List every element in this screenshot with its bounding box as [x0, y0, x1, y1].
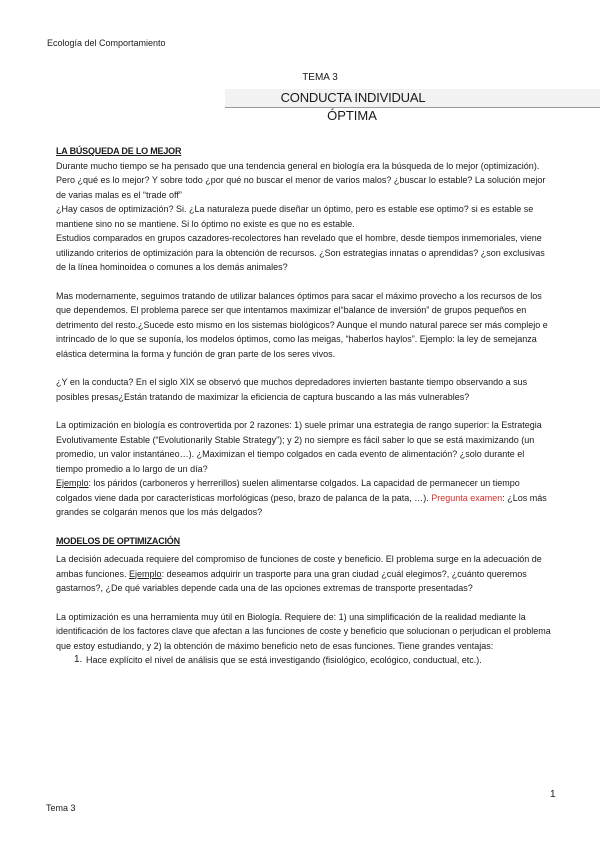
- paragraph: [56, 552, 552, 596]
- paragraph: Estudios comparados en grupos cazadores-recolectores han revelado que el hombre, desde tiempos inmemoriales, viene utilizando criterios de optimización para la obtención de recursos. ¿Son estrategias innatas o aprendidas? ¿son exclusivas de la línea hominoidea o comunes a los demás animales?: [56, 233, 545, 272]
- title-line-1: CONDUCTA INDIVIDUAL: [280, 90, 426, 105]
- section-heading-modelos: MODELOS DE OPTIMIZACIÓN: [56, 535, 180, 546]
- list-item: [74, 653, 552, 668]
- example-text: : los páridos (carboneros y herrerillos) suelen alimentarse colgados. La capacidad de permanecer un tiempo colgados viene dada por características morfológicas (peso, brazo de palanca de la pata, …).: [56, 478, 520, 503]
- paragraph: ¿Y en la conducta? En el siglo XIX se observó que muchos depredadores invierten bastante tiempo observando a sus posibles presas¿Están tratando de maximizar la eficiencia de captura buscando a las más vulnerables?: [56, 377, 528, 402]
- paragraph-text: La decisión adecuada requiere del compromiso de funciones de coste y beneficio. El problema surge en la adecuación de ambas funciones.: [56, 554, 542, 579]
- list-number: 1.: [74, 654, 83, 665]
- paragraph-text: : deseamos adquirir un trasporte para una gran ciudad ¿cuál elegimos?, ¿cuánto queremos gastarnos?, ¿De qué variables depende cada una de las opciones extremas de transporte presentadas?: [56, 568, 527, 593]
- paragraph: La optimización en biología es controvertida por 2 razones: 1) suele primar una estrategia de rango superior: la Estrategia Evolutivamente Estable (“Evolutionarily Stable Strategy”); y 2) no siempre es fácil saber lo que se está maximizando (un promedio, un valor instantáneo…). ¿Maximizan el tiempo colgados en cada evento de alimentación? ¿solo durante el tiempo promedio a lo largo de un día?: [56, 420, 542, 474]
- document-body: [56, 144, 552, 668]
- paragraph: ¿Hay casos de optimización? Si. ¿La naturaleza puede diseñar un óptimo, pero es estable ese optimo? si es estable se mantiene sino no se mantiene. Si lo óptimo no existe es que no es estable.: [56, 204, 534, 229]
- page-number: 1: [550, 789, 556, 800]
- exam-question-text: : ¿Los más grandes se colgarán menos que los más delgados?: [56, 492, 547, 517]
- tema-number: TEMA 3: [302, 72, 338, 83]
- example-label: Ejemplo: [56, 478, 89, 488]
- paragraph-example: [56, 476, 552, 520]
- advantages-list: [56, 653, 552, 668]
- paragraph: Durante mucho tiempo se ha pensado que una tendencia general en biología era la búsqueda de lo mejor (optimización). Pero ¿qué es lo mejor? Y sobre todo ¿por qué no buscar el menor de varios malos? ¿buscar lo estable? La solución mejor de varias malas es el “trade off”: [56, 160, 546, 200]
- example-label: Ejemplo: [129, 568, 162, 579]
- exam-question-label: Pregunta examen: [431, 492, 503, 503]
- course-header: Ecología del Comportamiento: [47, 38, 166, 48]
- title-line-2: ÓPTIMA: [327, 108, 377, 123]
- paragraph: La optimización es una herramienta muy útil en Biología. Requiere de: 1) una simplificación de la realidad mediante la identificación de los factores clave que afectan a las funciones de coste y beneficio que solucionan o perjudican el problema que estoy estudiando, y 2) la obtención de máximo beneficio neto de esas funciones. Tiene grandes ventajas:: [56, 611, 551, 651]
- list-text: Hace explícito el nivel de análisis que se está investigando (fisiológico, ecológico, conductual, etc.).: [86, 655, 482, 665]
- paragraph: Mas modernamente, seguimos tratando de utilizar balances óptimos para sacar el máximo provecho a los recursos de los que dependemos. El problema parece ser que intentamos maximizar el“balance de inversión” de grupos pequeños en detrimento del resto.¿Sucede esto mismo en los sistemas biológicos? Aunque el mundo natural parece ser más complejo e intrincado de lo que se suponía, los modelos óptimos, como las meigas, “haberlos haylos”. Ejemplo: la ley de semejanza elástica determina la forma y función de gran parte de los seres vivos.: [56, 290, 548, 359]
- section-heading-busqueda: LA BÚSQUEDA DE LO MEJOR: [56, 146, 182, 156]
- footer-tema: Tema 3: [46, 803, 76, 813]
